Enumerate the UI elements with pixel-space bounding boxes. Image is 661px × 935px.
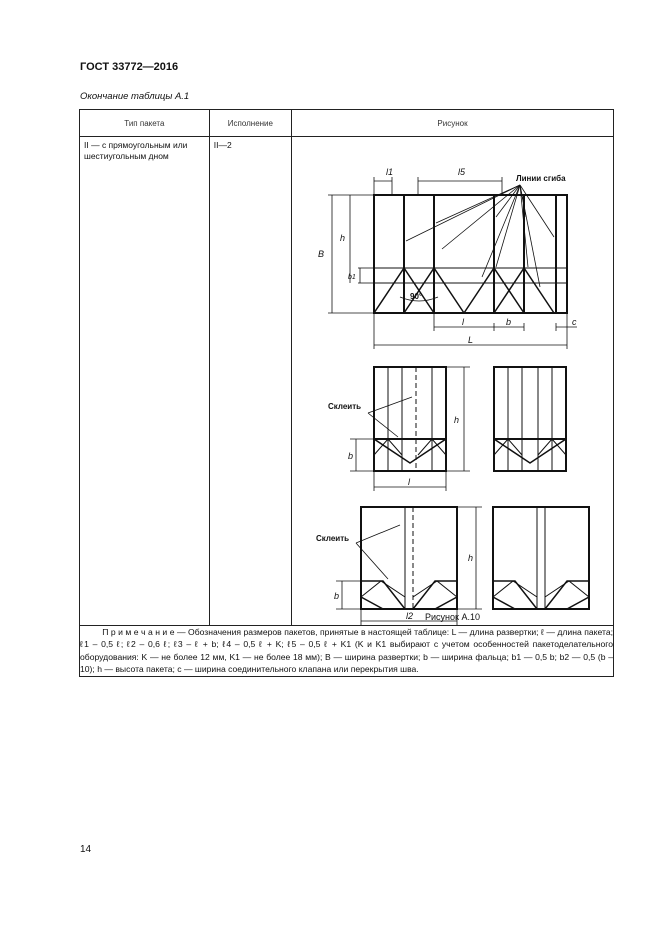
- dim-b1-label: b1: [347, 274, 356, 281]
- table-a1: [79, 109, 614, 677]
- fold-line-arrows: [406, 185, 554, 287]
- hexagonal-bag-folded: [361, 507, 589, 609]
- dim-b3-label: b: [333, 591, 339, 601]
- cell-type: [80, 137, 210, 626]
- angle-label: 90°: [409, 292, 423, 301]
- execution-text: II—2: [213, 140, 232, 150]
- dim-l5-label: l5: [457, 167, 465, 177]
- dim-B-label: B: [317, 249, 324, 259]
- table-row: [80, 137, 614, 626]
- dim-l2-hex-label: l2: [405, 611, 413, 621]
- rectangular-bag-folded: [374, 367, 566, 471]
- fold-lines-label: Линии сгиба: [515, 174, 566, 183]
- dim-h-label: h: [339, 233, 345, 243]
- dim-b2-label: b: [347, 451, 353, 461]
- dim-l-label: l: [461, 317, 464, 327]
- glue-label-2: Склеить: [315, 534, 350, 543]
- page-number: 14: [80, 844, 92, 855]
- note-row: [80, 626, 614, 677]
- glue-label-1: Склеить: [327, 402, 362, 411]
- rectangular-dimensions: [347, 367, 470, 491]
- column-header-type: Тип пакета: [80, 110, 210, 137]
- figure-a10-drawing: [292, 137, 613, 625]
- table-header-row: [80, 110, 614, 137]
- dim-l2-label: l: [407, 477, 410, 487]
- column-header-figure: Рисунок: [291, 110, 613, 137]
- dim-L-label: L: [467, 335, 473, 345]
- figure-caption: Рисунок А.10: [425, 612, 480, 622]
- column-header-execution: Исполнение: [209, 110, 291, 137]
- document-header: ГОСТ 33772—2016: [80, 61, 179, 73]
- blank-dimensions: [328, 177, 577, 349]
- note-text: — Обозначения размеров пакетов, принятые в настоящей таблице: L — длина развертки; ℓ — длина пакета; ℓ1 – 0,5 ℓ; ℓ2 – 0,6 ℓ; ℓ3 – ℓ + b; ℓ4 – 0,5 ℓ + K; ℓ5 – 0,5 ℓ + K1 (K и K1 выбирают с учетом особенностей пакетоделательного оборудования: K — не более 12 мм, K1 — не более 18 мм); B — ширина развертки; b — ширина фальца; b1 — 0,5 b; b2 — 0,5 (b – 10); h — высота пакета; c — ширина соединительного клапана или перекрытия шва.: [80, 627, 614, 675]
- note-cell: [80, 626, 614, 677]
- dim-c-label: c: [571, 317, 577, 327]
- dim-l1-label: l1: [385, 167, 393, 177]
- dim-h3-label: h: [467, 553, 473, 563]
- cell-figure: [291, 137, 613, 626]
- bag-type-text: II — с прямоугольным или шестиугольным дном: [84, 140, 188, 161]
- cell-execution: [209, 137, 291, 626]
- note-lead: П р и м е ч а н и е: [102, 627, 175, 637]
- dim-b-label: b: [505, 317, 511, 327]
- hexagonal-dimensions: [333, 507, 482, 625]
- table-caption: Окончание таблицы А.1: [80, 91, 190, 102]
- dim-h2-label: h: [453, 415, 459, 425]
